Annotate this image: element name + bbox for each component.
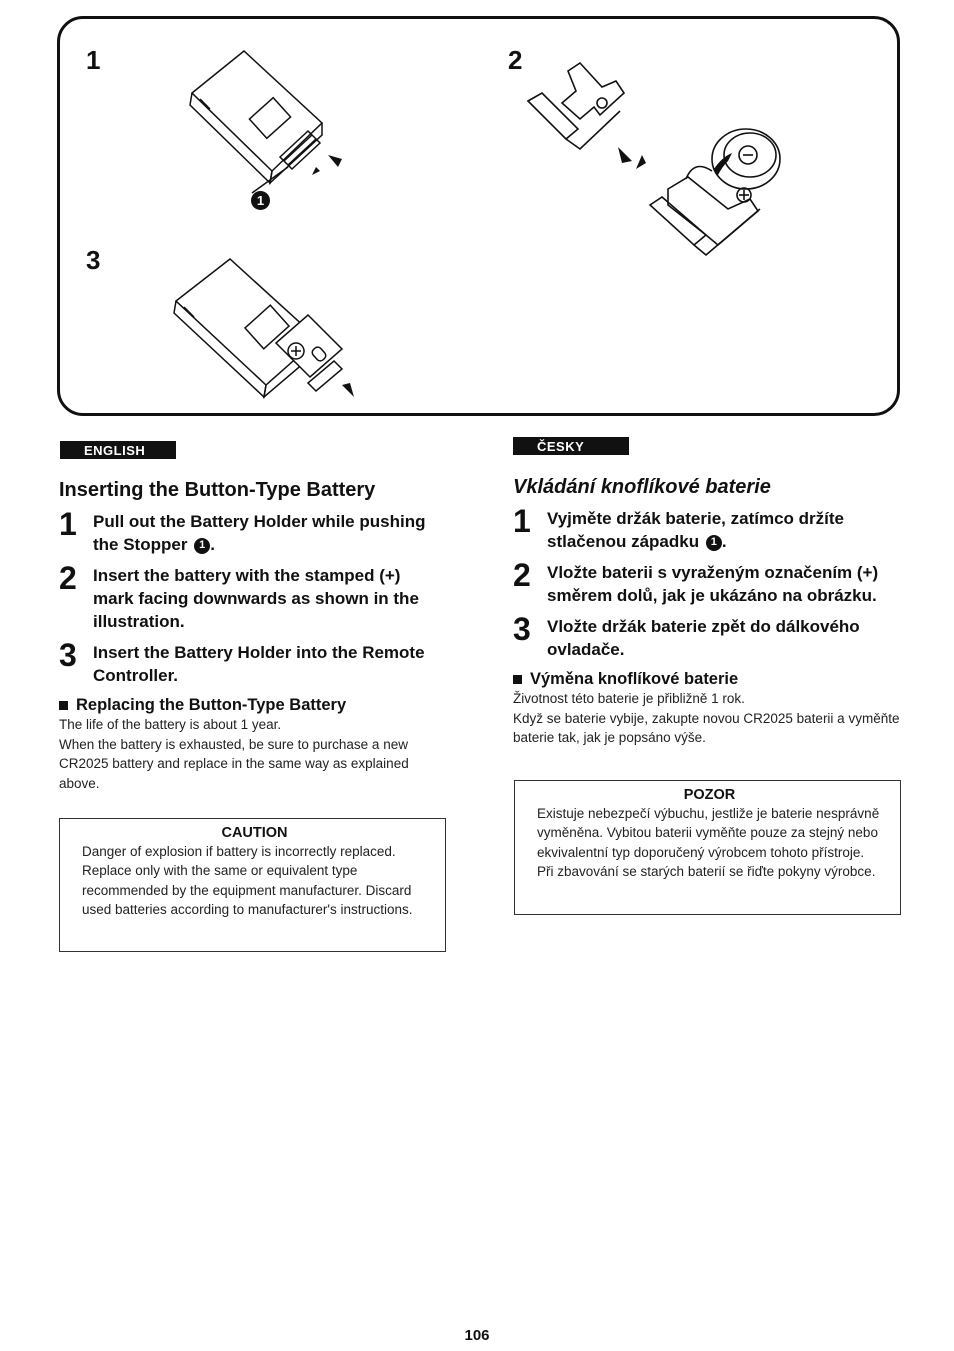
english-step-2-number: 2 <box>59 560 77 596</box>
page-number: 106 <box>464 1327 490 1344</box>
english-step-1-number: 1 <box>59 506 77 542</box>
figure-step-2-label: 2 <box>508 45 523 75</box>
english-section-badge: ENGLISH <box>60 441 176 459</box>
czech-step-1-text: Vyjměte držák baterie, zatímco držíte stlačenou západku <box>547 509 844 551</box>
square-bullet-icon <box>59 701 68 710</box>
czech-caution-title: POZOR <box>683 787 736 803</box>
czech-title: Vkládání knoflíkové baterie <box>513 476 771 498</box>
english-caution-title: CAUTION <box>221 825 288 841</box>
czech-replace-heading: Výměna knoflíkové baterie <box>513 669 901 689</box>
square-bullet-icon <box>513 675 522 684</box>
english-step-1-text: Pull out the Battery Holder while pushing the Stopper <box>93 512 426 554</box>
battery-holder-illustration <box>518 59 788 259</box>
english-step-2 <box>59 560 444 633</box>
czech-caution-box <box>514 780 901 915</box>
english-replace-line-2: When the battery is exhausted, be sure to purchase a new CR2025 battery and replace in the same way as explained above. <box>59 736 409 791</box>
czech-step-2-text: Vložte baterii s vyraženým označením (+) směrem dolů, jak je ukázáno na obrázku. <box>547 563 879 605</box>
english-replace-heading: Replacing the Button-Type Battery <box>59 695 444 715</box>
figure-step-3-label: 3 <box>86 245 101 275</box>
remote-pull-out-illustration <box>170 43 350 203</box>
english-title: Inserting the Button-Type Battery <box>59 479 376 501</box>
czech-replace-line-1: Životnost této baterie je přibližně 1 rok. <box>513 691 745 706</box>
english-step-3-text: Insert the Battery Holder into the Remote Controller. <box>93 643 425 685</box>
czech-section-badge: ČESKY <box>513 437 629 455</box>
stopper-callout: 1 <box>251 191 270 210</box>
english-caution-box <box>59 818 446 952</box>
stopper-callout-icon: 1 <box>194 538 210 554</box>
czech-column <box>513 475 901 748</box>
czech-step-3-number: 3 <box>513 611 531 647</box>
english-step-3 <box>59 637 444 687</box>
illustration-frame <box>57 16 900 416</box>
czech-step-2 <box>513 557 901 607</box>
zapadka-callout-icon: 1 <box>706 535 722 551</box>
english-caution-text: Danger of explosion if battery is incorrectly replaced. Replace only with the same or equivalent type recommended by the equipment manufacturer. Discard used batteries according to manufacturer's instructions. <box>82 844 413 918</box>
figure-step-1-label: 1 <box>86 45 101 75</box>
remote-insert-illustration <box>158 247 358 407</box>
english-replace-line-1: The life of the battery is about 1 year. <box>59 717 282 732</box>
english-step-3-number: 3 <box>59 637 77 673</box>
czech-step-2-number: 2 <box>513 557 531 593</box>
czech-step-1-number: 1 <box>513 503 531 539</box>
english-column <box>59 478 444 793</box>
czech-step-1: 1 Vyjměte držák baterie, zatímco držíte stlačenou západku 1 . <box>513 503 844 551</box>
czech-step-3-text: Vložte držák baterie zpět do dálkového ovladače. <box>547 617 860 659</box>
czech-replace-line-2: Když se baterie vybije, zakupte novou CR2025 baterii a vyměňte baterie tak, jak je popsáno výše. <box>513 710 900 745</box>
czech-step-3 <box>513 611 901 661</box>
english-step-1: 1 Pull out the Battery Holder while pushing the Stopper 1 . <box>59 506 426 554</box>
english-step-2-text: Insert the battery with the stamped (+) mark facing downwards as shown in the illustration. <box>93 566 419 631</box>
czech-caution-text: Existuje nebezpečí výbuchu, jestliže je baterie nesprávně vyměněna. Vybitou baterii vyměňte pouze za stejný nebo ekvivalentní typ doporučený výrobcem tohoto přístroje. Při zbavování se starých baterií se řiďte pokyny výrobce. <box>537 806 880 880</box>
